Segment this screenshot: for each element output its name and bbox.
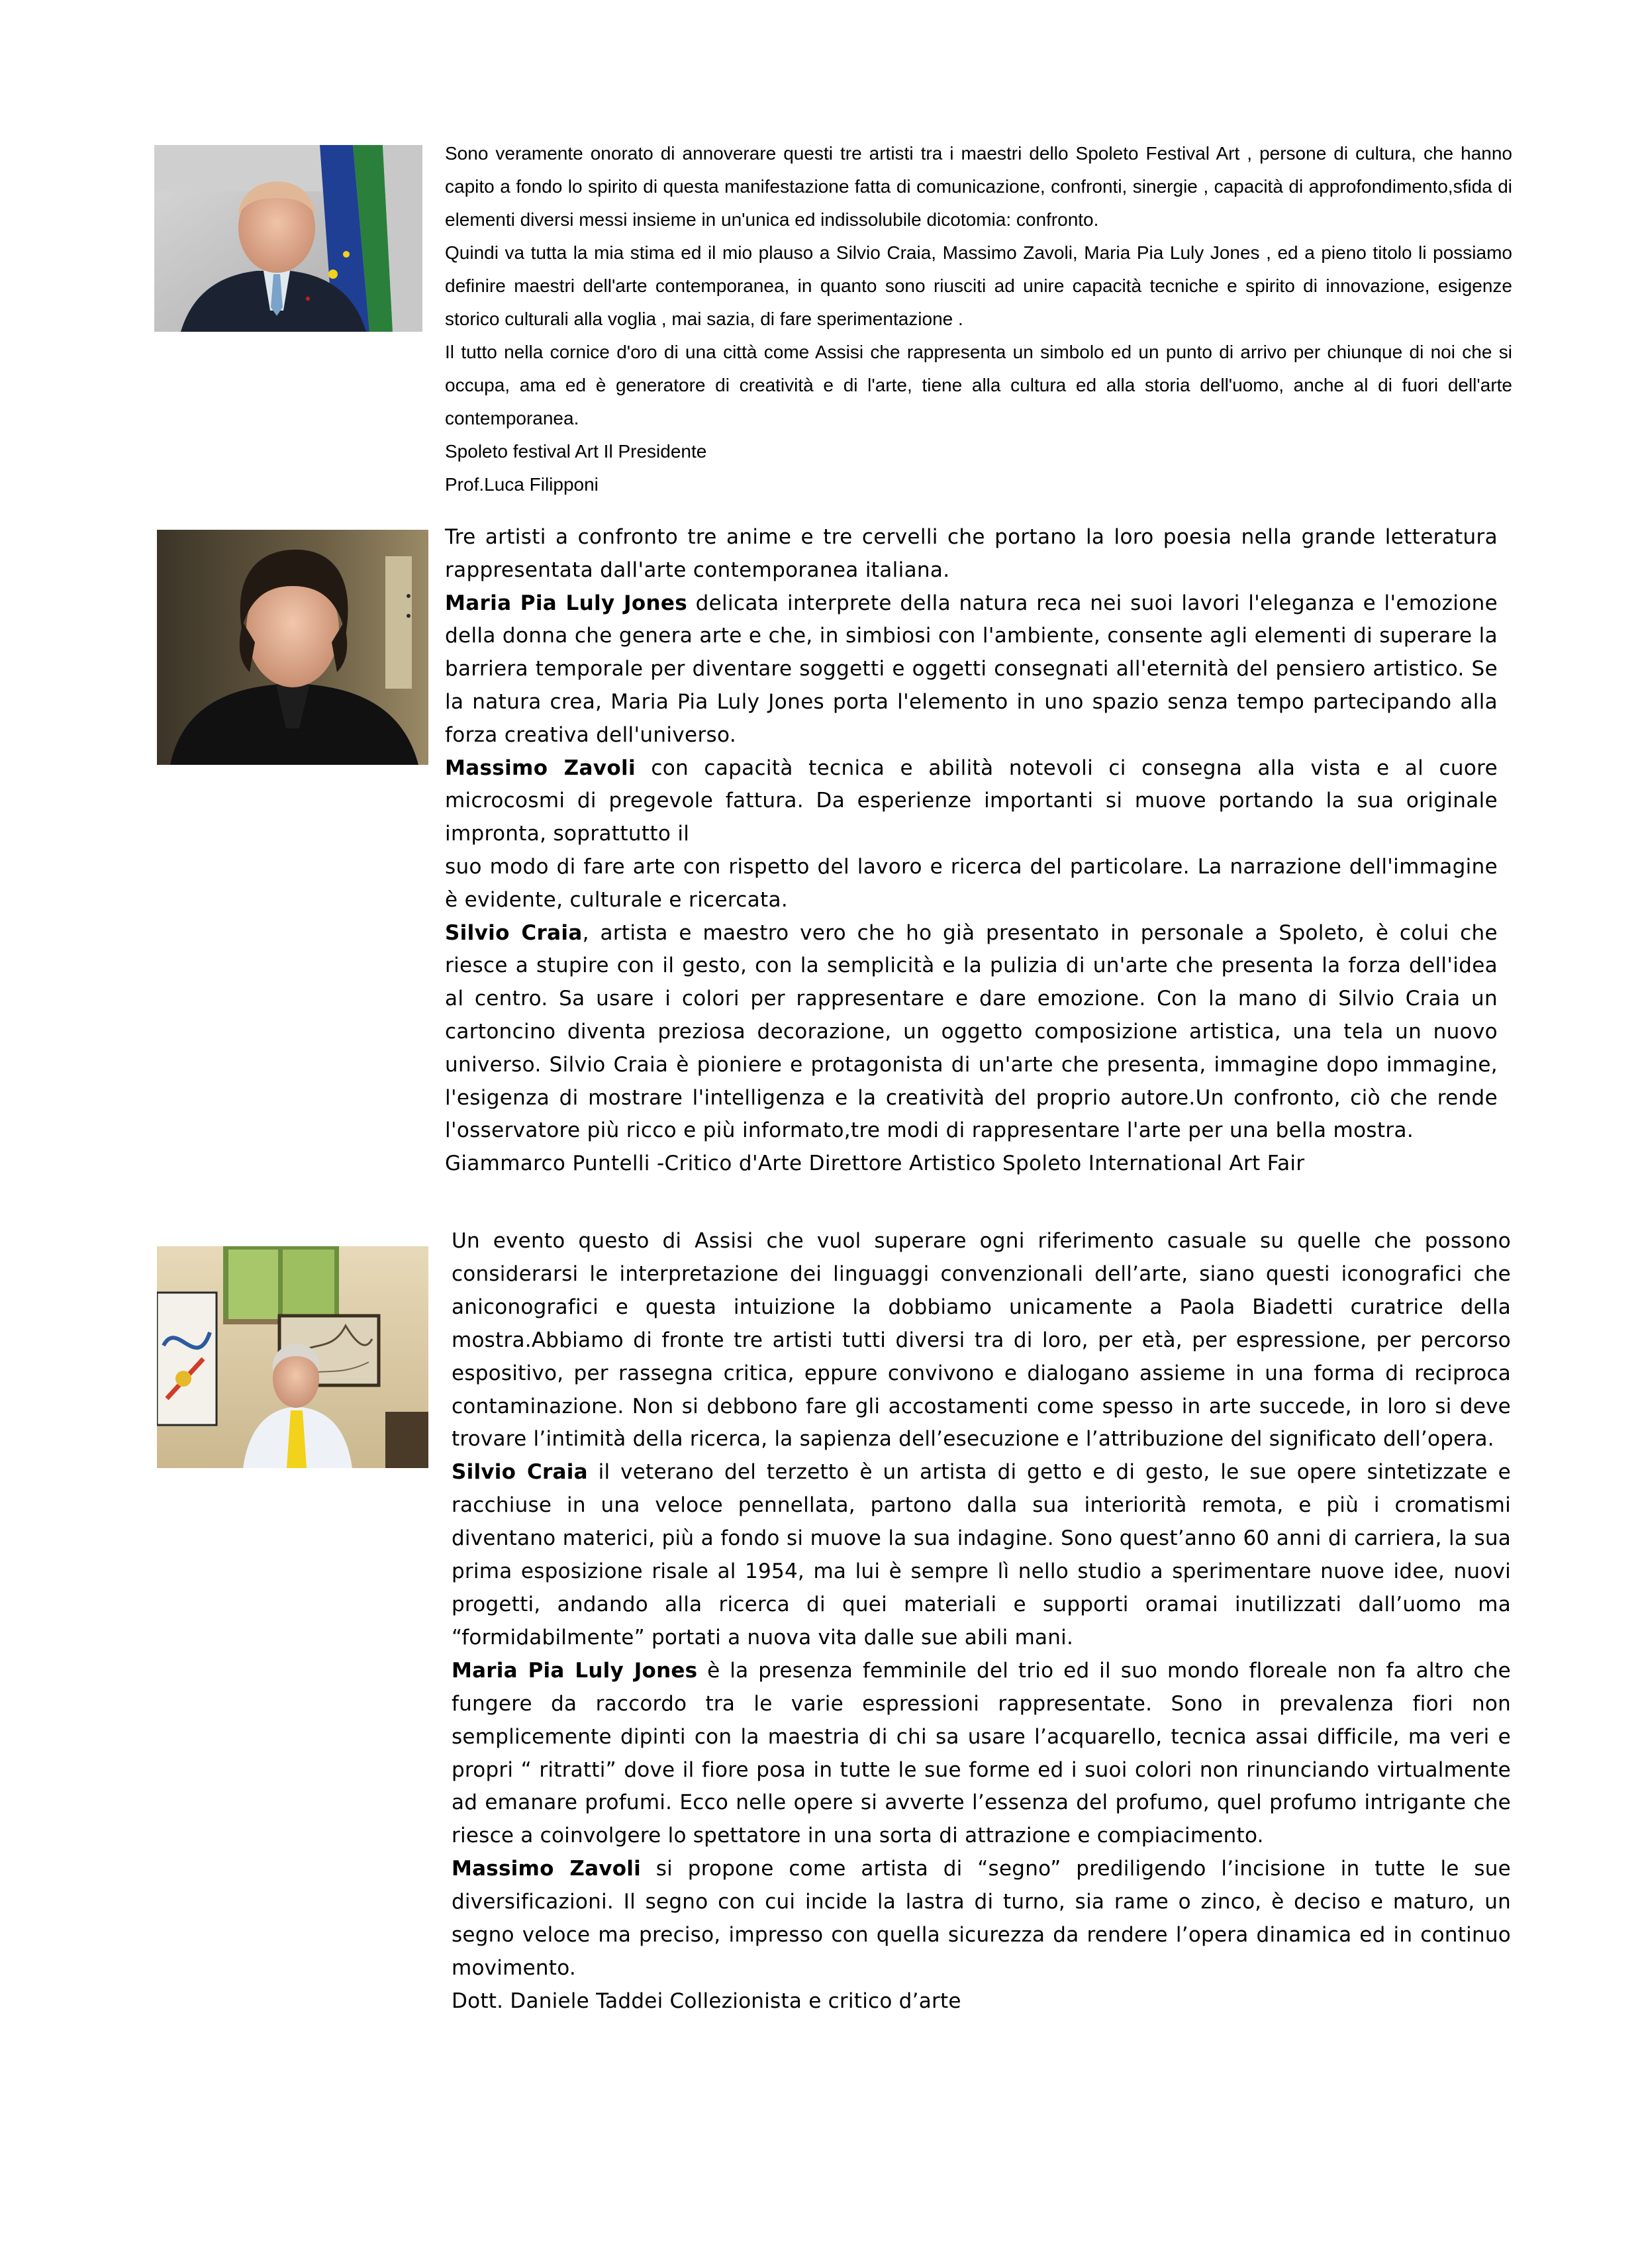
section-presidente — [0, 0, 1642, 510]
puntelli-signature: Giammarco Puntelli -Critico d'Arte Direttore Artistico Spoleto International Art Fair — [445, 1152, 1305, 1176]
presidente-text — [445, 137, 1512, 501]
artist-description: con capacità tecnica e abilità notevoli ci consegna alla vista e al cuore microcosmi di pregevole fattura. Da esperienze importanti si muove portando la sua originale impronta, soprattutto il — [445, 756, 1498, 846]
artist-description: si propone come artista di “segno” prediligendo l’incisione in tutte le sue diversificazioni. Il segno con cui incide la lastra di turno, sia rame o zinco, è deciso e maturo, un segno veloce ma preciso, impresso con quella sicurezza da rendere l’opera dinamica ed in continuo movimento. — [452, 1857, 1512, 1980]
artist-name-jones: Maria Pia Luly Jones — [452, 1658, 698, 1683]
puntelli-intro: Tre artisti a confronto tre anime e tre cervelli che portano la loro poesia nella grande letteratura rappresentata dall'arte contemporanea italiana. — [445, 525, 1498, 582]
photo-luca-filipponi — [154, 145, 422, 332]
artist-name-zavoli: Massimo Zavoli — [452, 1857, 641, 1881]
taddei-artist-paragraph — [452, 1655, 1511, 1853]
artist-name-craia: Silvio Craia — [445, 920, 583, 945]
artist-description: è la presenza femminile del trio ed il suo mondo floreale non fa altro che fungere da raccordo tra le varie espressioni rappresentate. Sono in prevalenza fiori non semplicemente dipinti con la maestria di chi sa usare l’acquarello, tecnica assai difficile, ma veri e propri “ ritratti” dove il fiore posa in tutte le sue forme ed i suoi colori non rinunciando virtualmente ad emanare profumi. Ecco nelle opere si avverte l’essenza del profumo, quel profumo intrigante che riesce a coinvolgere lo spettatore in una sorta di attrazione e compiacimento. — [452, 1658, 1512, 1848]
photo-exhibition — [157, 1246, 428, 1468]
puntelli-artist-paragraph — [445, 752, 1498, 851]
section-puntelli — [0, 510, 1642, 1212]
puntelli-artist-paragraph — [445, 587, 1498, 752]
artist-description: delicata interprete della natura reca nei suoi lavori l'eleganza e l'emozione della donna che genera arte e che, in simbiosi con l'ambiente, consente agli elementi di superare la barriera temporale per diventare soggetti e oggetti consegnati all'eternità del pensiero artistico. Se la natura crea, Maria Pia Luly Jones porta l'elemento in uno spazio senza tempo partecipando alla forza creativa dell'universo. — [445, 591, 1498, 747]
taddei-signature: Dott. Daniele Taddei Collezionista e critico d’arte — [452, 1989, 961, 2013]
presidente-paragraph: Il tutto nella cornice d'oro di una città come Assisi che rappresenta un simbolo ed un punto di arrivo per chiunque di noi che si occupa, ama ed è generatore di creatività e di l'arte, tiene alla cultura ed alla storia dell'uomo, anche al di fuori dell'arte contemporanea. — [445, 342, 1512, 428]
taddei-artist-paragraph — [452, 1456, 1511, 1654]
artist-name-jones: Maria Pia Luly Jones — [445, 591, 688, 615]
puntelli-text — [445, 521, 1498, 1181]
taddei-intro: Un evento questo di Assisi che vuol superare ogni riferimento casuale su quelle che possono considerarsi le interpretazione dei linguaggi convenzionali dell’arte, siano questi iconografici che aniconografici e questa intuizione la dobbiamo unicamente a Paola Biadetti curatrice della mostra.Abbiamo di fronte tre artisti tutti diversi tra di loro, per età, per espressione, per percorso espositivo, per rassegna critica, eppure convivono e dialogano assieme in una forma di reciproca contaminazione. Non si debbono fare gli accostamenti come spesso in arte succede, in loro si deve trovare l’intimità della ricerca, la sapienza dell’esecuzione e l’attribuzione del significato dell’opera. — [452, 1229, 1511, 1452]
artist-description: il veterano del terzetto è un artista di getto e di gesto, le sue opere sintetizzate e racchiuse in una veloce pennellata, partono dalla sua interiorità remota, e più i cromatismi diventano materici, più a fondo si muove la sua indagine. Sono quest’anno 60 anni di carriera, la sua prima esposizione risale al 1954, ma lui è sempre lì nello studio a sperimentare nuove idee, nuovi progetti, andando alla ricerca di quei materiali e supporti oramai inutilizzati dall’uomo ma “formidabilmente” portati a nuova vita dalle sue abili mani. — [452, 1460, 1511, 1650]
presidente-signature-org: Spoleto festival Art Il Presidente — [445, 441, 707, 462]
photo-giammarco-puntelli — [157, 530, 428, 765]
presidente-paragraph: Sono veramente onorato di annoverare questi tre artisti tra i maestri dello Spoleto Festival Art , persone di cultura, che hanno capito a fondo lo spirito di questa manifestazione fatta di comunicazione, confronti, sinergie , capacità di approfondimento,sfida di elementi diversi messi insieme in un'unica ed indissolubile dicotomia: confronto. — [445, 143, 1512, 230]
artist-name-zavoli: Massimo Zavoli — [445, 756, 636, 780]
section-taddei — [0, 1212, 1642, 2268]
artist-name-craia: Silvio Craia — [452, 1460, 588, 1485]
presidente-paragraph: Quindi va tutta la mia stima ed il mio plauso a Silvio Craia, Massimo Zavoli, Maria Pia Luly Jones , ed a pieno titolo li possiamo definire maestri dell'arte contemporanea, in quanto sono riusciti ad unire capacità tecniche e spirito di innovazione, esigenze storico culturali alla voglia , mai sazia, di fare sperimentazione . — [445, 242, 1512, 329]
presidente-signature-name: Prof.Luca Filipponi — [445, 474, 599, 495]
taddei-artist-paragraph — [452, 1853, 1511, 1985]
artist-description: , artista e maestro vero che ho già presentato in personale a Spoleto, è colui che riesce a stupire con il gesto, con la semplicità e la pulizia di un'arte che presenta la forza dell'idea al centro. Sa usare i colori per rappresentare e dare emozione. Con la mano di Silvio Craia un cartoncino diventa preziosa decorazione, un oggetto composizione artistica, una tela un nuovo universo. Silvio Craia è pioniere e protagonista di un'arte che presenta, immagine dopo immagine, l'esigenza di mostrare l'intelligenza e la creatività del proprio autore.Un confronto, ciò che rende l'osservatore più ricco e più informato,tre modi di rappresentare l'arte per una bella mostra. — [445, 920, 1498, 1143]
puntelli-artist-paragraph-continued: suo modo di fare arte con rispetto del lavoro e ricerca del particolare. La narrazione dell'immagine è evidente, culturale e ricercata. — [445, 854, 1498, 912]
puntelli-artist-paragraph — [445, 917, 1498, 1148]
taddei-text — [452, 1225, 1511, 2018]
